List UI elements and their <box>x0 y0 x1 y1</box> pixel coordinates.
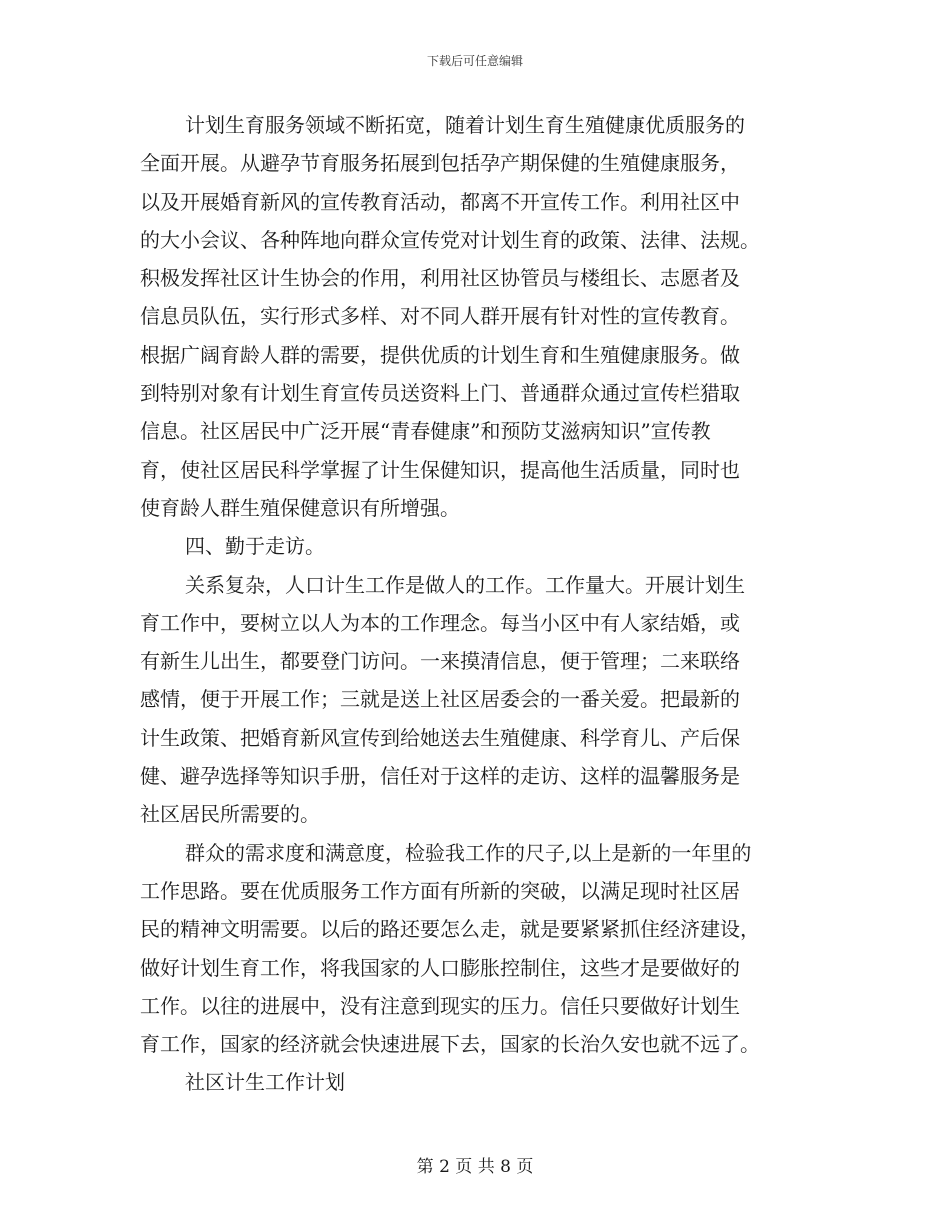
text-line: 健、避孕选择等知识手册，信任对于这样的走访、这样的温馨服务是 <box>140 764 740 789</box>
text-line: 育工作，国家的经济就会快速进展下去，国家的长治久安也就不远了。 <box>140 1032 760 1057</box>
text-line: 全面开展。从避孕节育服务拓展到包括孕产期保健的生殖健康服务， <box>140 151 740 176</box>
section-title: 社区计生工作计划 <box>185 1070 345 1095</box>
text-line: 工作。以往的进展中，没有注意到现实的压力。信任只要做好计划生 <box>140 993 740 1018</box>
text-line: 使育龄人群生殖保健意识有所增强。 <box>140 495 460 520</box>
text-line: 以及开展婚育新风的宣传教育活动，都离不开宣传工作。利用社区中 <box>140 189 740 214</box>
text-line: 社区居民所需要的。 <box>140 802 320 827</box>
page-header: 下载后可任意编辑 <box>426 54 523 68</box>
page-number: 第 2 页 共 8 页 <box>416 1157 534 1177</box>
text-line: 育工作中，要树立以人为本的工作理念。每当小区中有人家结婚，或 <box>140 610 740 635</box>
text-line: 关系复杂，人口计生工作是做人的工作。工作量大。开展计划生 <box>185 572 745 597</box>
document-body <box>140 106 820 1102</box>
text-line: 计划生育服务领域不断拓宽，随着计划生育生殖健康优质服务的 <box>185 113 745 137</box>
text-line: 工作思路。要在优质服务工作方面有所新的突破，以满足现时社区居 <box>140 878 740 903</box>
text-line: 育，使社区居民科学掌握了计生保健知识，提高他生活质量，同时也 <box>140 457 740 482</box>
text-line: 到特别对象有计划生育宣传员送资料上门、普通群众通过宣传栏猎取 <box>140 381 740 406</box>
text-line: 积极发挥社区计生协会的作用，利用社区协管员与楼组长、志愿者及 <box>140 266 740 291</box>
text-line: 信息员队伍，实行形式多样、对不同人群开展有针对性的宣传教育。 <box>140 304 740 329</box>
text-line: 有新生儿出生，都要登门访问。一来摸清信息，便于管理；二来联络 <box>140 649 740 674</box>
text-line: 民的精神文明需要。以后的路还要怎么走，就是要紧紧抓住经济建设， <box>140 917 760 942</box>
text-line: 感情，便于开展工作；三就是送上社区居委会的一番关爱。把最新的 <box>140 687 740 712</box>
text-line: 的大小会议、各种阵地向群众宣传党对计划生育的政策、法律、法规。 <box>140 227 760 252</box>
text-line: 计生政策、把婚育新风宣传到给她送去生殖健康、科学育儿、产后保 <box>140 725 740 750</box>
section-heading: 四、勤于走访。 <box>185 534 325 559</box>
text-line: 根据广阔育龄人群的需要，提供优质的计划生育和生殖健康服务。做 <box>140 342 740 367</box>
text-line: 信息。社区居民中广泛开展“青春健康”和预防艾滋病知识”宣传教 <box>140 419 711 444</box>
text-line: 做好计划生育工作，将我国家的人口膨胀控制住，这些才是要做好的 <box>140 955 740 980</box>
text-line: 群众的需求度和满意度，检验我工作的尺子,以上是新的一年里的 <box>185 840 752 865</box>
